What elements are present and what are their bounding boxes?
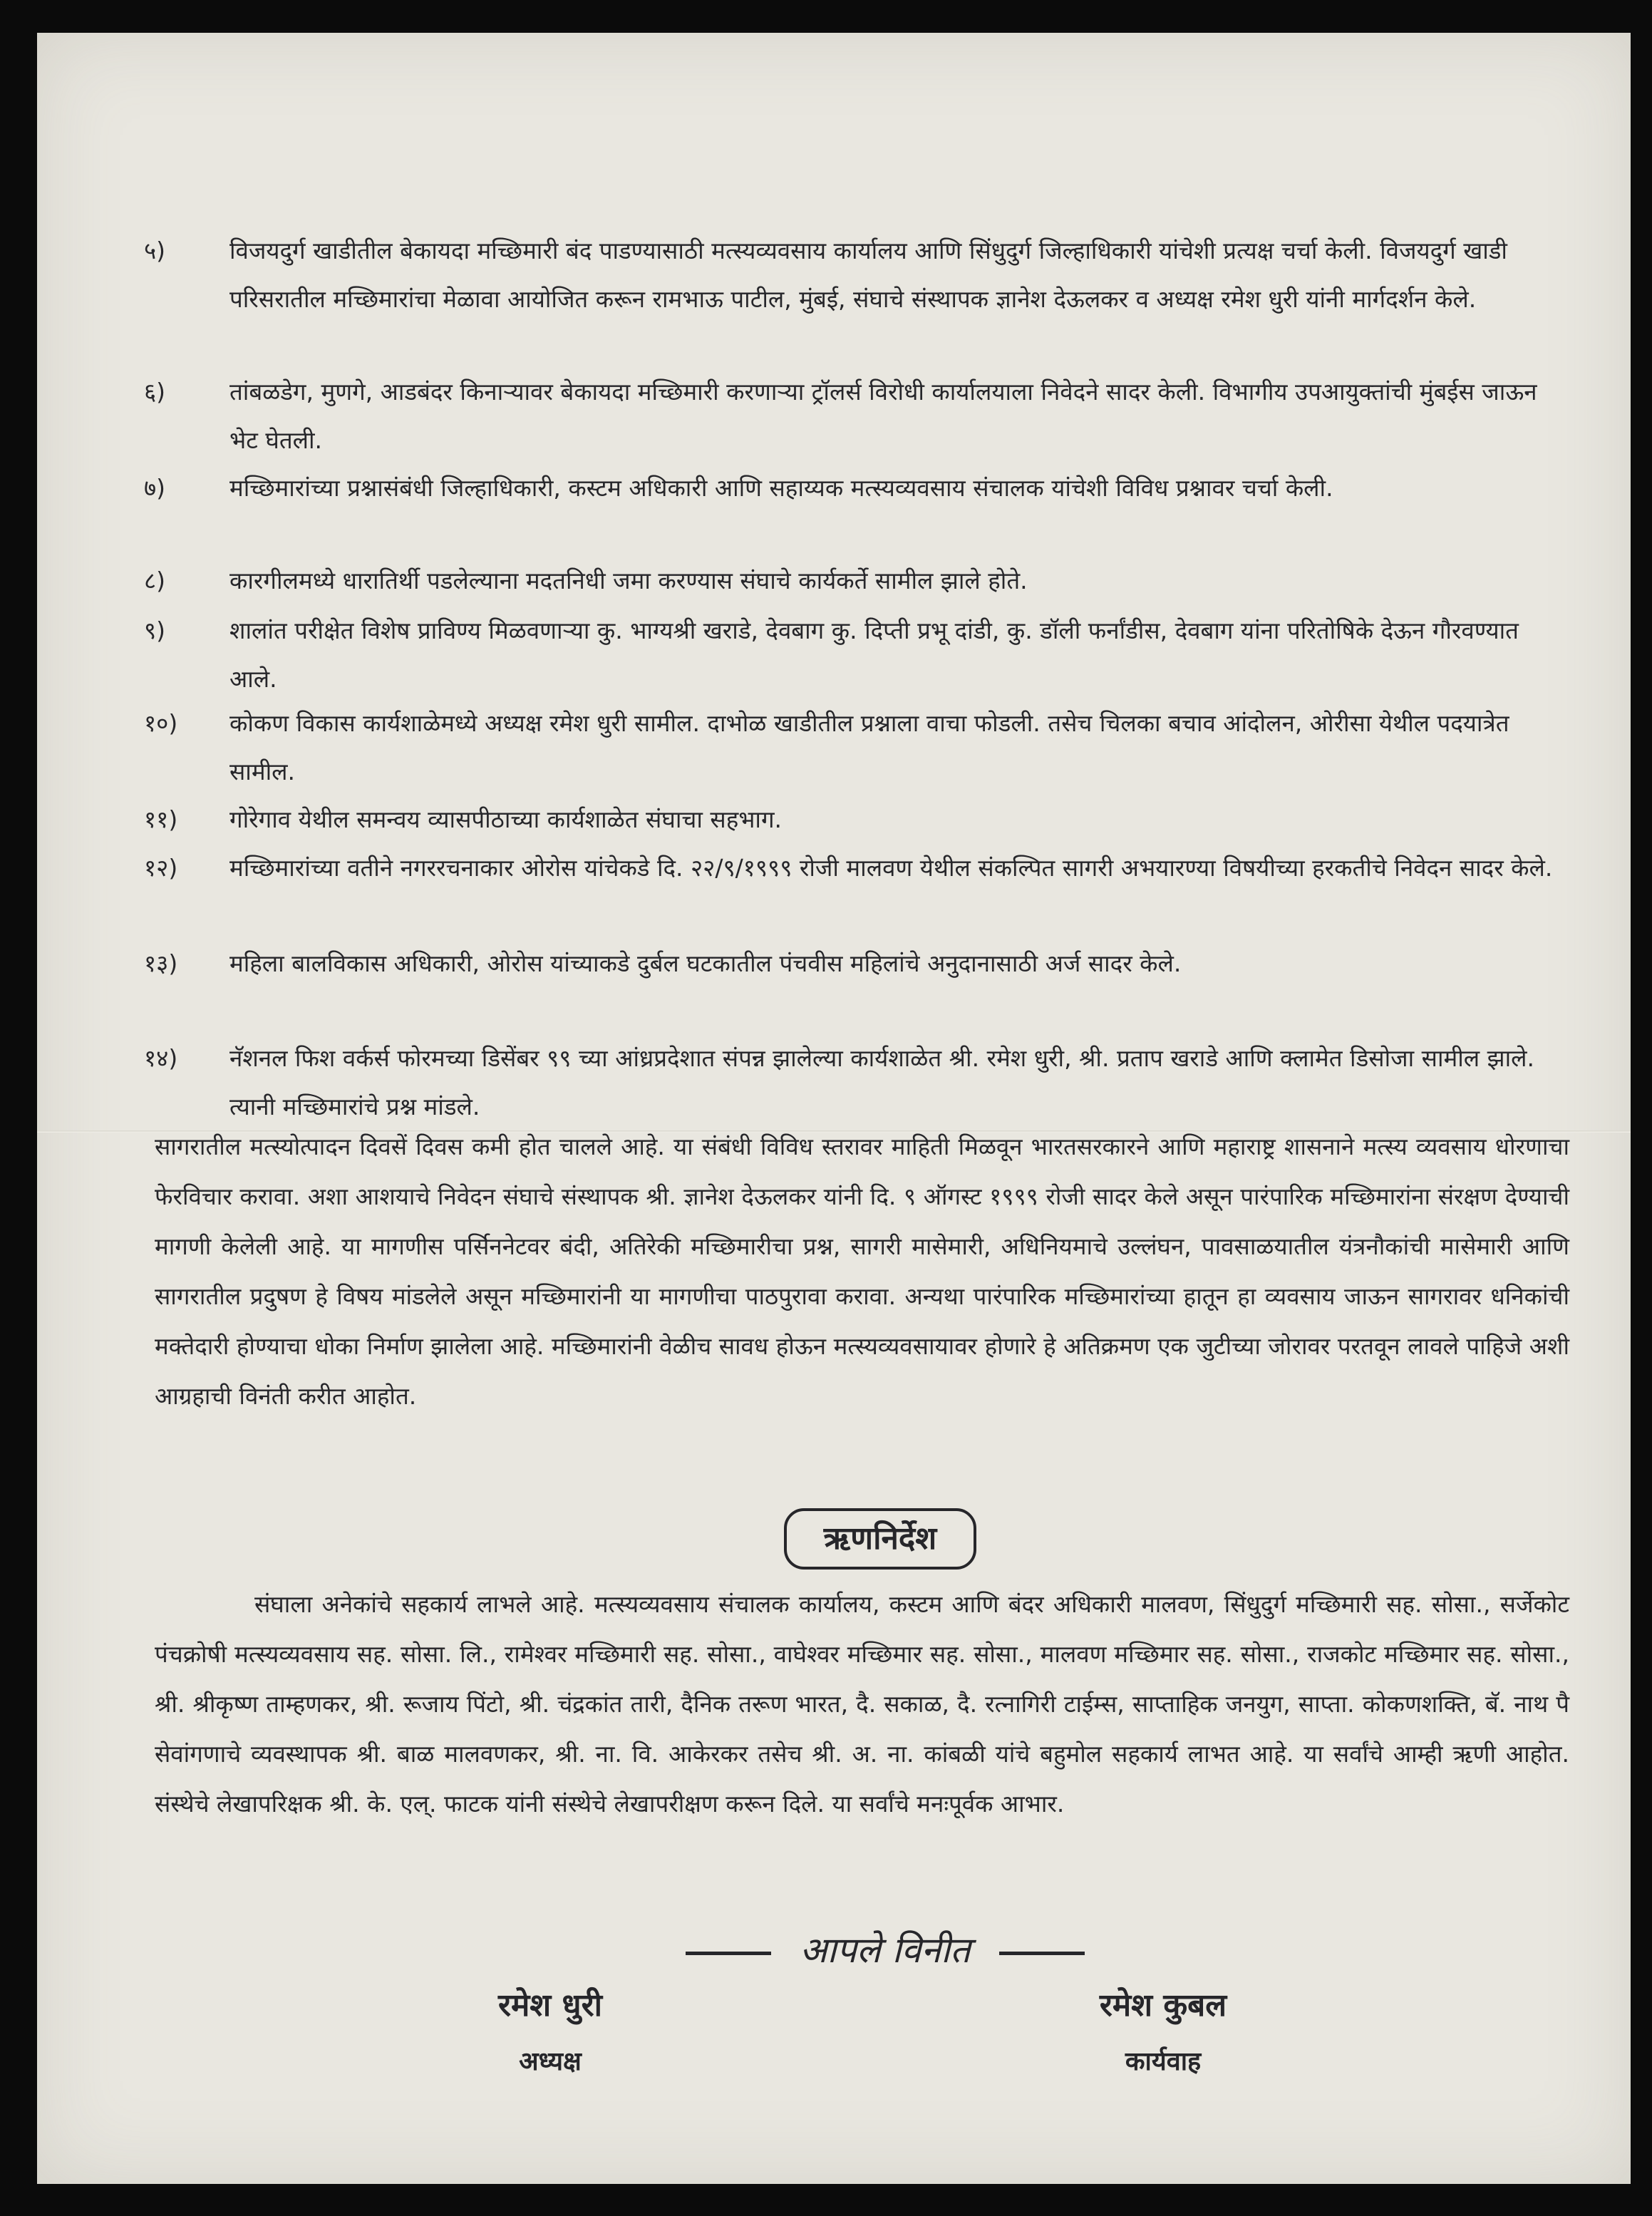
item-text: नॅशनल फिश वर्कर्स फोरमच्या डिसेंबर ९९ च्या आंध्रप्रदेशात संपन्न झालेल्या कार्यशाळेत श्री. रमेश धुरी, श्री. प्रताप खराडे आणि क्लामेत डिसोजा सामील झाले. त्यानी मच्छिमारांचे प्रश्न मांडले. [229,1044,1534,1120]
item-number: ७) [144,474,166,502]
item-number: ६) [144,378,166,406]
closing-rule-right [999,1952,1085,1955]
closing-block [636,1922,1135,1979]
signatory-title: अध्यक्ष [519,2046,582,2076]
item-text: विजयदुर्ग खाडीतील बेकायदा मच्छिमारी बंद पाडण्यासाठी मत्स्यव्यवसाय कार्यालय आणि सिंधुदुर्ग जिल्हाधिकारी यांचेशी प्रत्यक्ष चर्चा केली. विजयदुर्ग खाडी परिसरातील मच्छिमारांचा मेळावा आयोजित करून रामभाऊ पाटील, मुंबई, संघाचे संस्थापक ज्ञानेश देऊलकर व अध्यक्ष रमेश धुरी यांनी मार्गदर्शन केले. [229,237,1507,313]
item-text: महिला बालविकास अधिकारी, ओरोस यांच्याकडे दुर्बल घटकातील पंचवीस महिलांचे अनुदानासाठी अर्ज सादर केले. [229,949,1182,977]
item-text: गोरेगाव येथील समन्वय व्यासपीठाच्या कार्यशाळेत संघाचा सहभाग. [229,805,783,833]
main-paragraph: सागरातील मत्स्योत्पादन दिवसें दिवस कमी होत चालले आहे. या संबंधी विविध स्तरावर माहिती मिळवून भारतसरकारने आणि महाराष्ट्र शासनाने मत्स्य व्यवसाय धोरणाचा फेरविचार करावा. अशा आशयाचे निवेदन संघाचे संस्थापक श्री. ज्ञानेश देऊलकर यांनी दि. ९ ऑगस्ट १९९९ रोजी सादर केले असून पारंपारिक मच्छिमारांना संरक्षण देण्याची मागणी केलेली आहे. या मागणीस पर्सिननेटवर बंदी, अतिरेकी मच्छिमारीचा प्रश्न, सागरी मासेमारी, अधिनियमाचे उल्लंघन, पावसाळयातील यंत्रनौकांची मासेमारी आणि सागरातील प्रदुषण हे विषय मांडलेले असून मच्छिमारांनी या मागणीचा पाठपुरावा करावा. अन्यथा पारंपारिक मच्छिमारांच्या हातून हा व्यवसाय जाऊन सागरावर धनिकांची मक्तेदारी होण्याचा धोका निर्माण झालेला आहे. मच्छिमारांनी वेळीच सावध होऊन मत्स्यव्यवसायावर होणारे हे अतिक्रमण एक जुटीच्या जोरावर परतवून लावले पाहिजे अशी आग्रहाची विनंती करीत आहोत. [155,1133,1569,1410]
item-number: १३) [144,949,178,977]
item-number: १०) [144,709,178,737]
item-text: कारगीलमध्ये धारातिर्थी पडलेल्याना मदतनिधी जमा करण्यास संघाचे कार्यकर्ते सामील झाले होते. [229,567,1028,594]
item-text: मच्छिमारांच्या वतीने नगररचनाकार ओरोस यांचेकडे दि. २२/९/१९९९ रोजी मालवण येथील संकल्पित सागरी अभयारण्या विषयीच्या हरकतीचे निवेदन सादर केले. [229,854,1553,882]
item-number: ११) [144,805,178,833]
signatory-title: कार्यवाह [1125,2046,1202,2076]
item-text: मच्छिमारांच्या प्रश्नासंबंधी जिल्हाधिकारी, कस्टम अधिकारी आणि सहाय्यक मत्स्यव्यवसाय संचालक यांचेशी विविध प्रश्नावर चर्चा केली. [229,474,1333,502]
item-text: कोकण विकास कार्यशाळेमध्ये अध्यक्ष रमेश धुरी सामील. दाभोळ खाडीतील प्रश्नाला वाचा फोडली. तसेच चिलका बचाव आंदोलन, ओरीसा येथील पदयात्रेत सामील. [229,709,1509,785]
signatory-name: रमेश कुबल [1099,1987,1227,2024]
closing-rule-left [686,1952,771,1955]
item-text: शालांत परीक्षेत विशेष प्राविण्य मिळवणाऱ्या कु. भाग्यश्री खराडे, देवबाग कु. दिप्ती प्रभू दांडी, कु. डॉली फर्नांडीस, देवबाग यांना परितोषिके देऊन गौरवण्यात आले. [229,617,1519,693]
closing-text: आपले विनीत [800,1929,971,1971]
signatory-name: रमेश धुरी [498,1987,602,2024]
acknowledgement-text: संघाला अनेकांचे सहकार्य लाभले आहे. मत्स्यव्यवसाय संचालक कार्यालय, कस्टम आणि बंदर अधिकारी मालवण, सिंधुदुर्ग मच्छिमारी सह. सोसा., सर्जेकोट पंचक्रोषी मत्स्यव्यवसाय सह. सोसा. लि., रामेश्वर मच्छिमारी सह. सोसा., वाघेश्वर मच्छिमार सह. सोसा., मालवण मच्छिमार सह. सोसा., राजकोट मच्छिमार सह. सोसा., श्री. श्रीकृष्ण ताम्हणकर, श्री. रूजाय पिंटो, श्री. चंद्रकांत तारी, दैनिक तरूण भारत, दै. सकाळ, दै. रत्नागिरी टाईम्स, साप्ताहिक जनयुग, साप्ता. कोकणशक्ति, बॅ. नाथ पै सेवांगणाचे व्यवस्थापक श्री. बाळ मालवणकर, श्री. ना. वि. आकेरकर तसेच श्री. अ. ना. कांबळी यांचे बहुमोल सहकार्य लाभत आहे. या सर्वांचे आम्ही ऋणी आहोत. संस्थेचे लेखापरिक्षक श्री. के. एल्. फाटक यांनी संस्थेचे लेखापरीक्षण करून दिले. या सर्वांचे मनःपूर्वक आभार. [155,1590,1569,1818]
document-page [37,33,1631,2184]
item-number: ९) [144,617,166,644]
item-number: १२) [144,854,178,882]
item-number: १४) [144,1044,178,1072]
item-number: ५) [144,237,166,264]
item-number: ८) [144,567,166,594]
acknowledgement-heading: ऋणनिर्देश [784,1508,976,1570]
item-text: तांबळडेग, मुणगे, आडबंदर किनाऱ्यावर बेकायदा मच्छिमारी करणाऱ्या ट्रॉलर्स विरोधी कार्यालयाला निवेदने सादर केली. विभागीय उपआयुक्तांची मुंबईस जाऊन भेट घेतली. [229,378,1537,454]
